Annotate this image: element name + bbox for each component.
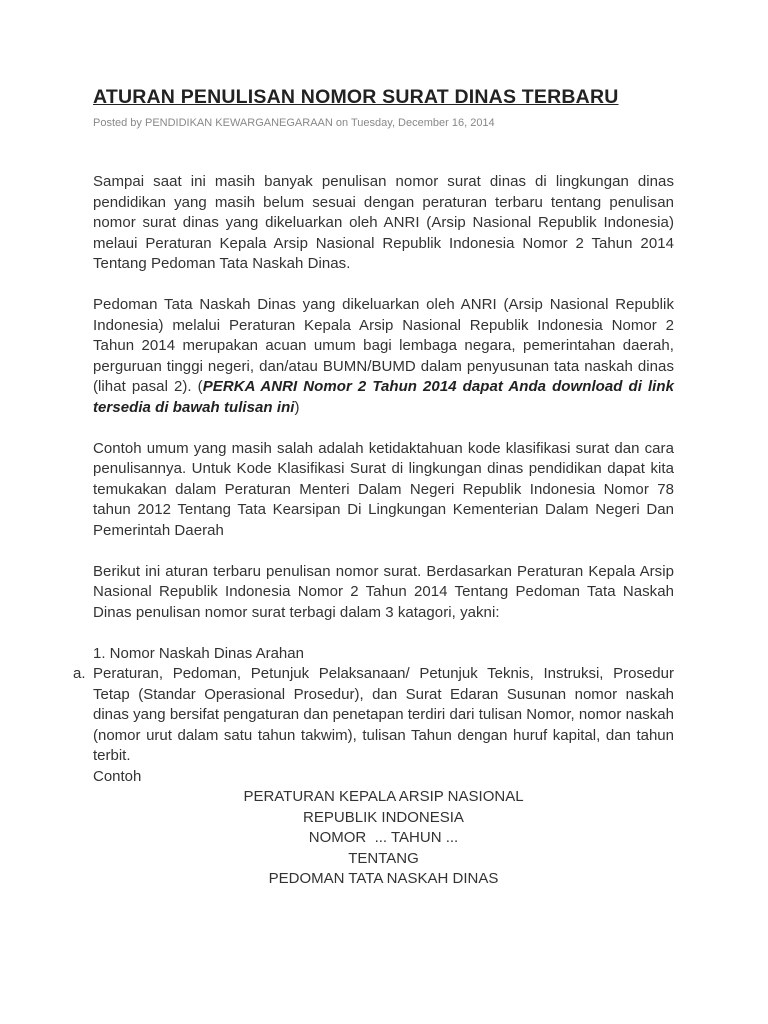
example-line-5: PEDOMAN TATA NASKAH DINAS (268, 870, 499, 887)
subitem-text: Peraturan, Pedoman, Petunjuk Pelaksanaan/ Petunjuk Teknis, Instruksi, Prosedur Tetap (Standar Operasional Prosedur), dan Surat Edaran Susunan nomor naskah dinas yang bersifat pengaturan dan penetapan terdiri dari tulisan Nomor, nomor naskah (nomor urut dalam satu tahun takwim), tulisan Tahun dengan huruf kapital, dan tahun terbit. (93, 665, 674, 764)
paragraph-berikut: Berikut ini aturan terbaru penulisan nomor surat. Berdasarkan Peraturan Kepala Arsip Nasional Republik Indonesia Nomor 2 Tahun 2014 Tentang Pedoman Tata Naskah Dinas penulisan nomor surat terbagi dalam 3 katagori, yakni: (93, 562, 674, 621)
example-line-3: NOMOR ... TAHUN ... (308, 829, 459, 846)
example-line-1: PERATURAN KEPALA ARSIP NASIONAL (243, 788, 524, 805)
example-line-4: TENTANG (348, 849, 419, 867)
example-label: Contoh (93, 767, 142, 785)
list-subitem-a (73, 664, 674, 767)
article-title: ATURAN PENULISAN NOMOR SURAT DINAS TERBARU (93, 86, 619, 108)
article-body (73, 172, 675, 890)
example-line-2: REPUBLIK INDONESIA (303, 808, 464, 826)
paragraph-intro: Sampai saat ini masih banyak penulisan nomor surat dinas di lingkungan dinas pendidikan yang masih belum sesuai dengan peraturan terbaru tentang penulisan nomor surat dinas yang dikeluarkan oleh ANRI (Arsip Nasional Republik Indonesia) melaui Peraturan Kepala Arsip Nasional Republik Indonesia Nomor 2 Tahun 2014 Tentang Pedoman Tata Naskah Dinas. (93, 173, 674, 272)
post-byline: Posted by PENDIDIKAN KEWARGANEGARAAN on Tuesday, December 16, 2014 (93, 117, 495, 129)
paragraph-pedoman (93, 295, 674, 418)
subitem-marker: a. (73, 665, 86, 682)
example-heading-block (93, 787, 674, 890)
list-item-1: 1. Nomor Naskah Dinas Arahan (93, 644, 304, 662)
paragraph-pedoman-text: Pedoman Tata Naskah Dinas yang dikeluarkan oleh ANRI (Arsip Nasional Republik Indonesia) melalui Peraturan Kepala Arsip Nasional Republik Indonesia Nomor 2 Tahun 2014 merupakan acuan umum bagi lembaga negara, pemerintahan daerah, perguruan tinggi negeri, dan/atau BUMN/BUMD dalam penyusunan tata naskah dinas (lihat pasal 2). ( (93, 296, 674, 395)
paragraph-contoh: Contoh umum yang masih salah adalah ketidaktahuan kode klasifikasi surat dan cara penulisannya. Untuk Kode Klasifikasi Surat di lingkungan dinas pendidikan dapat kita temukakan dalam Peraturan Menteri Dalam Negeri Republik Indonesia Nomor 78 tahun 2012 Tentang Tata Kearsipan Di Lingkungan Kementerian Dalam Negeri Dan Pemerintah Daerah (93, 439, 674, 539)
paragraph-pedoman-close: ) (294, 398, 300, 416)
download-note: PERKA ANRI Nomor 2 Tahun 2014 dapat Anda download di link tersedia di bawah tulisan ini (93, 378, 675, 416)
